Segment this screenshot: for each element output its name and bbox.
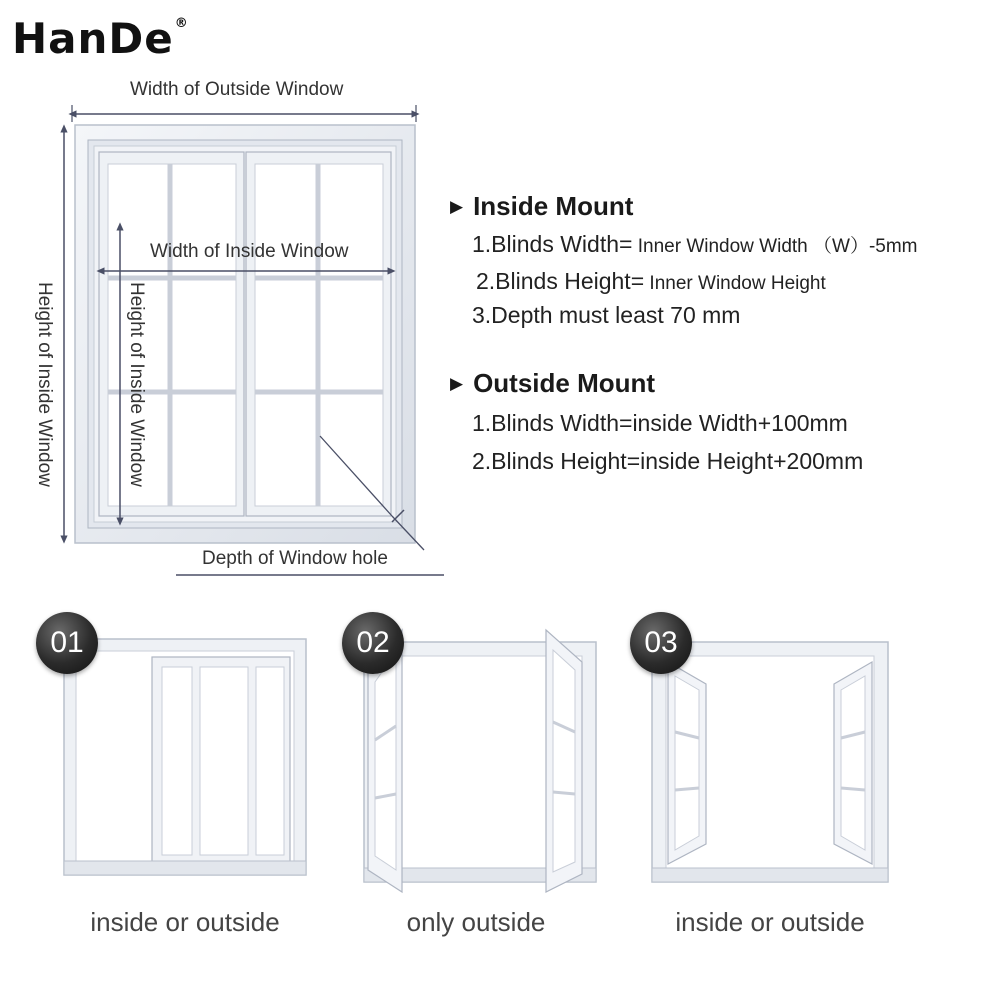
inside-mount-line-1: 1.Blinds Width= Inner Window Width （W）-5mm [472, 231, 918, 257]
example-01-caption: inside or outside [90, 907, 280, 937]
outside-mount-title: Outside Mount [473, 368, 656, 398]
inside-mount-line-2: 2.Blinds Height= Inner Window Height [476, 268, 826, 294]
outside-mount-heading [450, 368, 655, 399]
inside-mount-heading [450, 191, 633, 222]
example-01-badge: 01 [36, 612, 98, 674]
example-03-badge: 03 [630, 612, 692, 674]
example-02-badge: 02 [342, 612, 404, 674]
label-height-outer: Height of Inside Window [34, 282, 55, 487]
label-depth: Depth of Window hole [202, 548, 388, 569]
brand-logo-text: HanDe [12, 14, 174, 63]
inside-mount-line-3: 3.Depth must least 70 mm [472, 302, 741, 328]
example-03-window [648, 638, 893, 886]
triangle-bullet-icon: ▶ [450, 374, 464, 393]
label-height-inner: Height of Inside Window [126, 282, 147, 487]
inside-mount-title: Inside Mount [473, 191, 634, 221]
label-width-inside: Width of Inside Window [150, 241, 349, 262]
triangle-bullet-icon: ▶ [450, 197, 464, 216]
outside-mount-line-2: 2.Blinds Height=inside Height+200mm [472, 448, 864, 474]
example-02-caption: only outside [406, 907, 546, 937]
example-01-window [60, 635, 310, 885]
registered-mark: ® [174, 16, 189, 31]
label-width-outside: Width of Outside Window [130, 79, 344, 100]
example-03-caption: inside or outside [675, 907, 865, 937]
outside-mount-line-1: 1.Blinds Width=inside Width+100mm [472, 410, 848, 436]
